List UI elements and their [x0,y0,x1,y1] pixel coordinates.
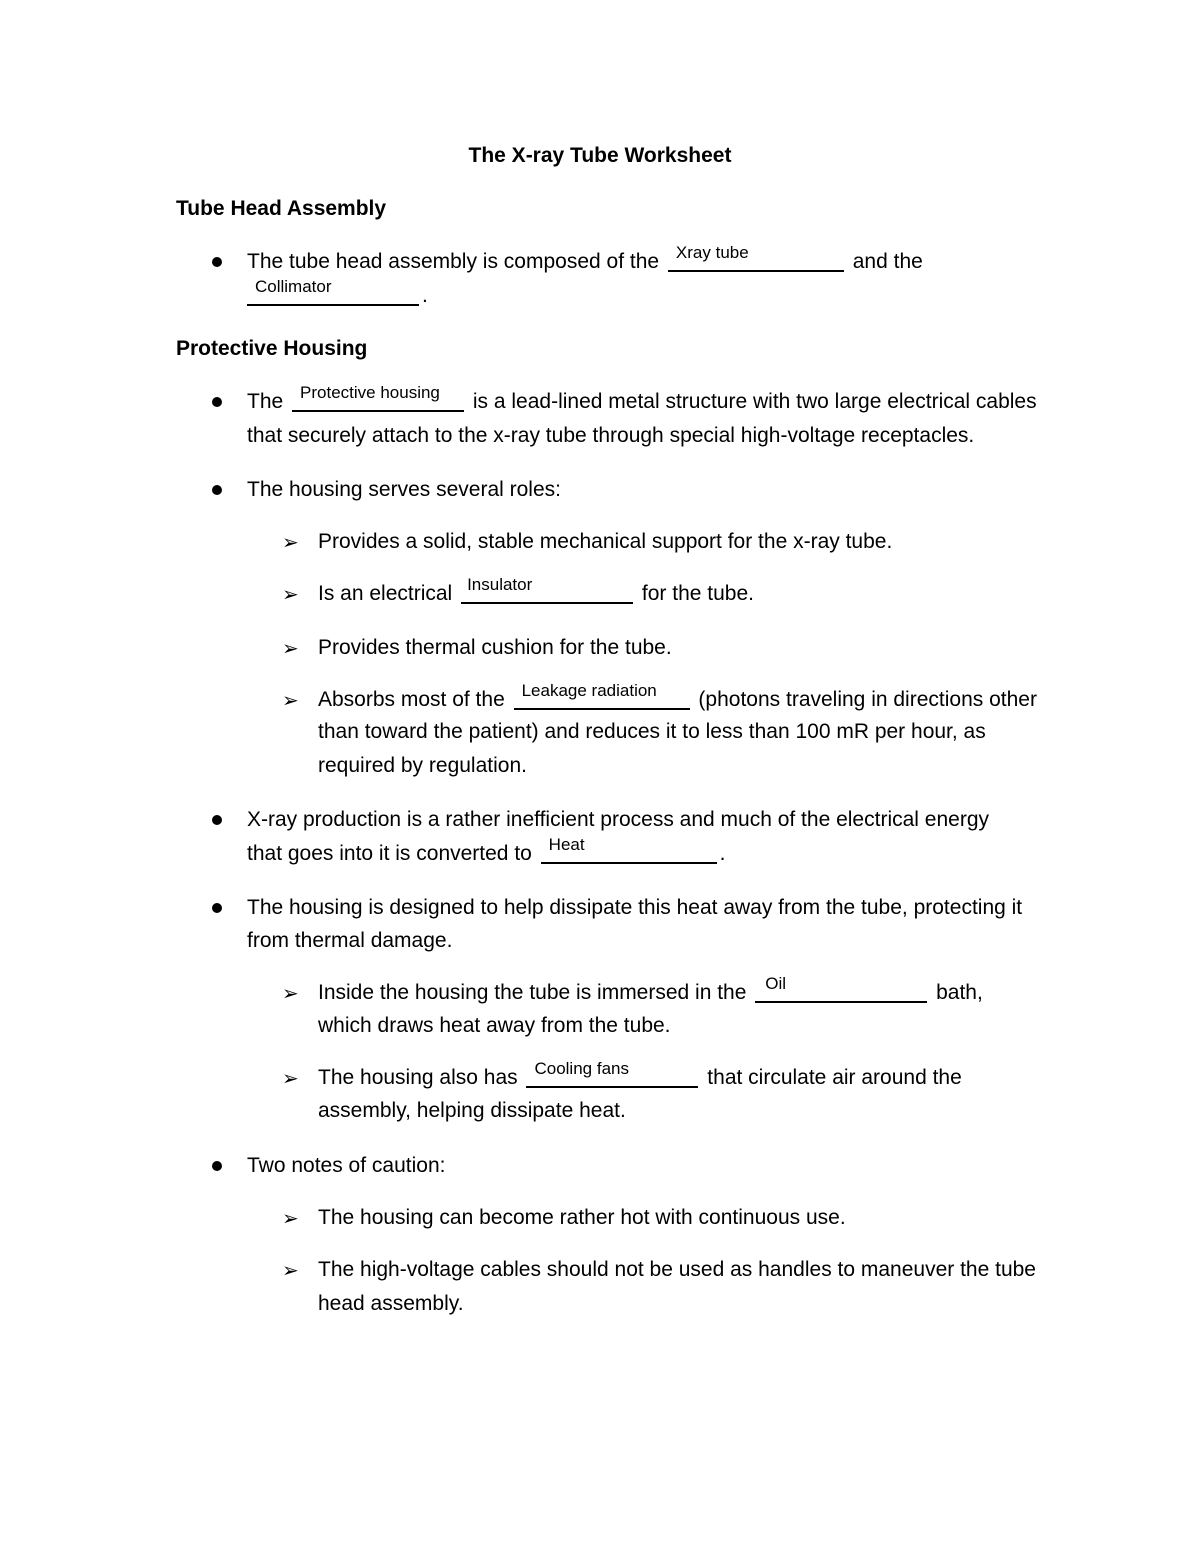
housing-role-leakage-line2: than toward the patient) and reduces it to less than 100 mR per hour, as [318,720,986,743]
page-title: The X-ray Tube Worksheet [468,144,732,167]
housing-item2-text: The housing serves several roles: [247,478,561,501]
housing-item3-line1: X-ray production is a rather inefficient process and much of the electrical energy [247,808,989,831]
tube-head-item-line2: Collimator . [247,282,428,310]
bullet-icon [212,257,222,267]
housing-item4-line2: from thermal damage. [247,929,453,952]
section-heading-protective-housing: Protective Housing [176,337,368,360]
arrow-bullet-icon: ➢ [282,636,299,660]
housing-item3-line2: that goes into it is converted to Heat . [247,835,726,865]
housing-role-leakage-line1: Absorbs most of the Leakage radiation (photons traveling in directions other [318,681,1037,711]
arrow-bullet-icon: ➢ [282,530,299,554]
answer-blank-insulator[interactable]: Insulator [461,580,633,604]
caution-cables-line1: The high-voltage cables should not be used as handles to maneuver the tube [318,1258,1036,1281]
bullet-icon [212,1161,222,1171]
section-heading-tube-head: Tube Head Assembly [176,197,387,220]
housing-item4-line1: The housing is designed to help dissipate this heat away from the tube, protecting it [247,896,1023,919]
bullet-icon [212,397,222,407]
housing-fans-line2: assembly, helping dissipate heat. [318,1099,626,1122]
arrow-bullet-icon: ➢ [282,1206,299,1230]
caution-cables-line2: head assembly. [318,1292,464,1315]
bullet-icon [212,485,222,495]
answer-blank-protective-housing[interactable]: Protective housing [292,388,464,412]
arrow-bullet-icon: ➢ [282,1066,299,1090]
housing-role-support: Provides a solid, stable mechanical support for the x-ray tube. [318,530,893,553]
housing-item1-line1: The Protective housing is a lead-lined metal structure with two large electrical cables [247,383,1037,413]
housing-oil-line1: Inside the housing the tube is immersed in the Oil bath, [318,974,983,1004]
housing-oil-line2: which draws heat away from the tube. [318,1014,671,1037]
housing-item1-line2: that securely attach to the x-ray tube through special high-voltage receptacles. [247,424,975,447]
answer-blank-leakage-radiation[interactable]: Leakage radiation [514,686,690,710]
housing-role-leakage-line3: required by regulation. [318,754,527,777]
housing-fans-line1: The housing also has Cooling fans that circulate air around the [318,1059,962,1089]
answer-blank-heat[interactable]: Heat [541,840,717,864]
answer-blank-collimator[interactable]: Collimator [247,282,419,306]
arrow-bullet-icon: ➢ [282,1258,299,1282]
tube-head-item-line1: The tube head assembly is composed of the Xray tube and the [247,243,923,273]
answer-blank-xray-tube[interactable]: Xray tube [668,248,844,272]
caution-hot: The housing can become rather hot with continuous use. [318,1206,846,1229]
housing-role-insulator: Is an electrical Insulator for the tube. [318,575,754,605]
answer-blank-cooling-fans[interactable]: Cooling fans [526,1064,698,1088]
arrow-bullet-icon: ➢ [282,582,299,606]
bullet-icon [212,903,222,913]
housing-item5-text: Two notes of caution: [247,1154,446,1177]
answer-blank-oil[interactable]: Oil [755,979,927,1003]
arrow-bullet-icon: ➢ [282,981,299,1005]
arrow-bullet-icon: ➢ [282,688,299,712]
bullet-icon [212,815,222,825]
housing-role-thermal: Provides thermal cushion for the tube. [318,636,672,659]
